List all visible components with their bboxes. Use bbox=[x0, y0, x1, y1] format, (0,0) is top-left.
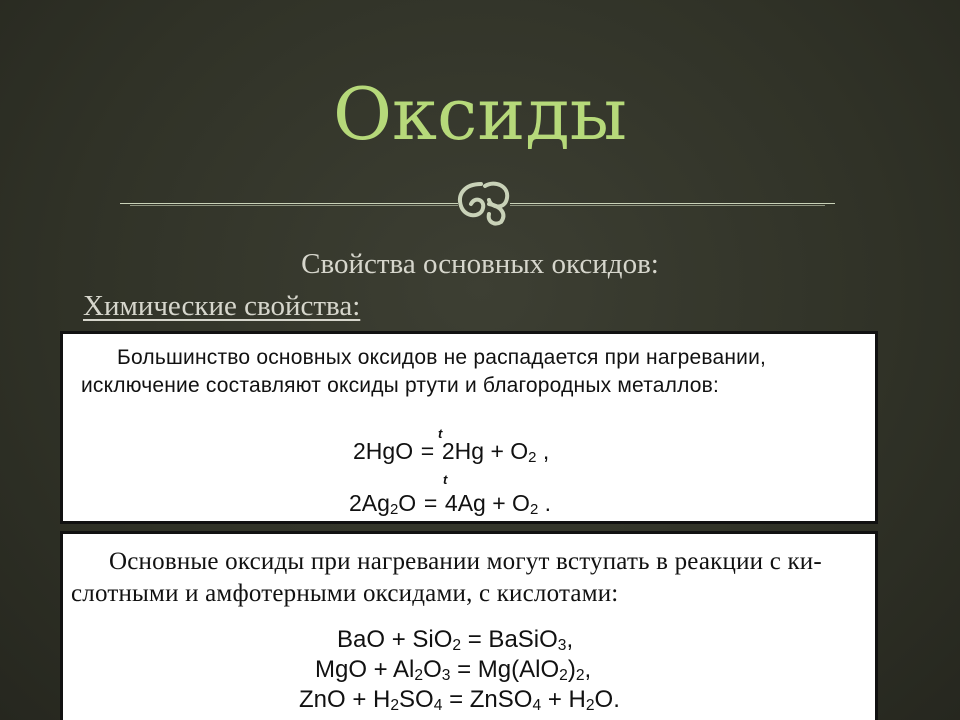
r3-s2: 4 bbox=[433, 697, 443, 714]
eq2-rhs-sub: 2 bbox=[529, 501, 539, 518]
title-divider-left-shadow bbox=[130, 205, 458, 206]
title-divider-right bbox=[510, 203, 835, 204]
r2-c: = Mg(AlO bbox=[450, 656, 560, 683]
eq1-equals: = bbox=[420, 438, 435, 464]
r2-s2: 3 bbox=[441, 667, 451, 684]
r1-a: BaO + SiO bbox=[337, 626, 453, 653]
eq2-lhs-a: 2Ag bbox=[349, 490, 390, 516]
equation-hgo bbox=[353, 438, 549, 466]
r2-s4: 2 bbox=[575, 667, 585, 684]
eq2-rhs: 4Ag + O bbox=[444, 490, 530, 516]
reaction-mgo bbox=[315, 656, 591, 685]
eq1-lhs: 2HgO bbox=[353, 438, 414, 464]
r1-c: , bbox=[566, 626, 574, 653]
r2-b: O bbox=[423, 656, 442, 683]
eq2-equals: = bbox=[423, 490, 438, 516]
eq2-tail: . bbox=[538, 490, 552, 516]
slide-title: Оксиды bbox=[333, 72, 627, 156]
r3-e: O. bbox=[594, 686, 620, 713]
r3-s1: 2 bbox=[390, 697, 400, 714]
panel2-line1: Основные оксиды при нагревании могут вступать в реакции с ки- bbox=[109, 548, 822, 575]
heat-condition-2: t bbox=[443, 472, 448, 487]
r1-s1: 2 bbox=[452, 637, 462, 654]
reactions-panel bbox=[60, 531, 878, 720]
panel2-line2: слотными и амфотерными оксидами, с кислотами: bbox=[71, 580, 619, 607]
reaction-bao bbox=[337, 626, 573, 655]
r3-b: SO bbox=[399, 686, 434, 713]
r3-c: = ZnSO bbox=[442, 686, 533, 713]
heat-condition-1: t bbox=[438, 426, 443, 441]
eq2-lhs-sub: 2 bbox=[389, 501, 399, 518]
r2-s3: 2 bbox=[559, 667, 568, 684]
title-divider-left bbox=[120, 203, 458, 204]
eq1-tail: , bbox=[536, 438, 550, 464]
r3-s4: 2 bbox=[585, 697, 595, 714]
r3-d: + H bbox=[541, 686, 586, 713]
r3-a: ZnO + H bbox=[299, 686, 391, 713]
thermal-stability-panel bbox=[60, 331, 878, 524]
slide-subtitle: Свойства основных оксидов: bbox=[301, 248, 659, 280]
r2-e: , bbox=[584, 656, 592, 683]
r2-s1: 2 bbox=[414, 667, 424, 684]
panel1-line1: Большинство основных оксидов не распадается при нагревании, bbox=[117, 346, 767, 369]
equation-ag2o bbox=[349, 490, 551, 518]
eq1-rhs-sub: 2 bbox=[528, 449, 537, 466]
r2-d: ) bbox=[567, 656, 576, 683]
r1-b: = BaSiO bbox=[461, 626, 558, 653]
r1-s2: 3 bbox=[557, 637, 567, 654]
fleuron-icon bbox=[451, 178, 515, 226]
panel1-line2: исключение составляют оксиды ртути и благородных металлов: bbox=[81, 374, 720, 397]
eq2-lhs-b: O bbox=[398, 490, 417, 516]
title-divider-right-shadow bbox=[510, 205, 825, 206]
r3-s3: 4 bbox=[532, 697, 542, 714]
reaction-zno bbox=[299, 686, 620, 715]
eq1-rhs: 2Hg + O bbox=[441, 438, 529, 464]
section-heading: Химические свойства: bbox=[83, 290, 361, 322]
r2-a: MgO + Al bbox=[315, 656, 415, 683]
